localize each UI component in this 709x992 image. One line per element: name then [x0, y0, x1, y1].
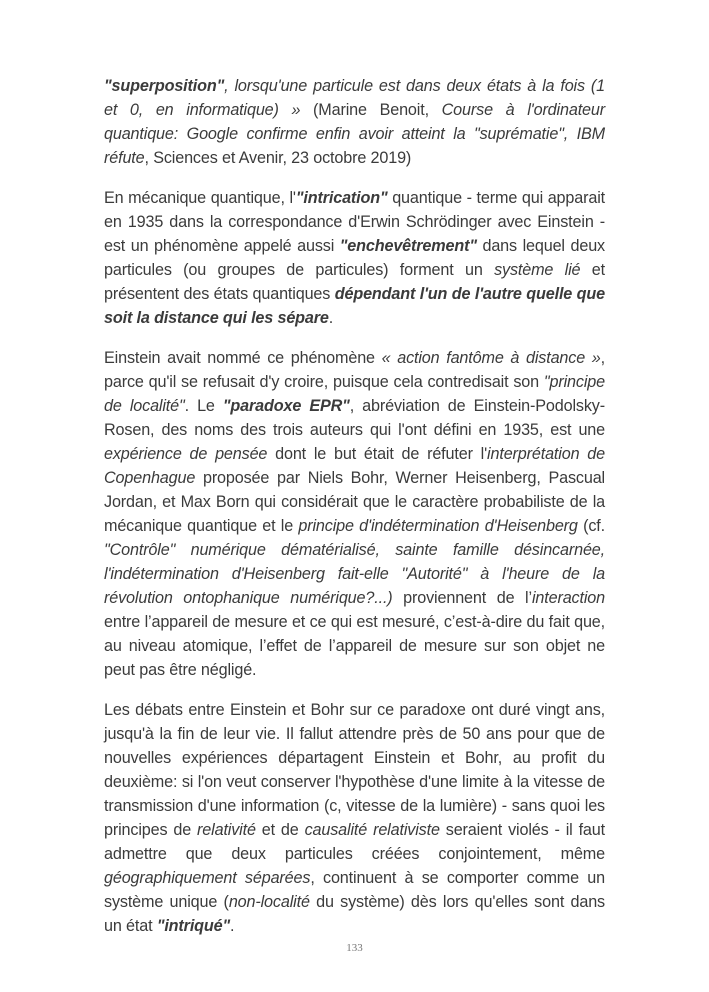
- text-run: proposée par Niels Bohr, Werner Heisenberg, Pascual Jordan, et Max Born qui considérait que le caractère probabiliste de la mécanique quantique et le: [104, 469, 605, 535]
- text-run: expérience de pensée: [104, 445, 268, 463]
- text-run: et de: [255, 821, 305, 839]
- text-run: , lorsqu'une particule est dans deux états à la fois (1 et 0, en informatique) »: [104, 77, 605, 119]
- text-run: , Sciences et Avenir, 23 octobre 2019): [144, 149, 412, 167]
- text-run: .: [328, 309, 334, 327]
- text-run: interprétation de Copenhague: [104, 445, 605, 487]
- text-run: Einstein avait nommé ce phénomène: [104, 349, 382, 367]
- text-run: et présentent des états quantiques: [104, 261, 605, 303]
- paragraph-paradoxe-epr: [104, 346, 605, 682]
- text-run: dépendant l'un de l'autre quelle que soit la distance qui les sépare: [104, 285, 605, 327]
- text-run: Les débats entre Einstein et Bohr sur ce paradoxe ont duré vingt ans, jusqu'à la fin de leur vie. Il fallut attendre près de 50 ans pour que de nouvelles expériences départagent Einstein et Bohr, au profit du deuxième: si l'on veut conserver l'hypothèse d'une limite à la vitesse de transmission d'une information (c, vitesse de la lumière) - sans quoi les principes de: [104, 701, 605, 839]
- paragraph-intrication: [104, 186, 605, 330]
- text-run: « action fantôme à distance »: [381, 349, 601, 367]
- text-run: dans lequel deux particules (ou groupes de particules) forment un: [104, 237, 605, 279]
- text-run: "intriqué": [156, 917, 231, 935]
- paragraph-debats-einstein-bohr: [104, 698, 605, 938]
- text-run: (cf.: [577, 517, 605, 535]
- text-run: système lié: [494, 261, 581, 279]
- text-run: , parce qu'il se refusait d'y croire, puisque cela contredisait son: [104, 349, 606, 391]
- text-run: géographiquement séparées: [104, 869, 311, 887]
- paragraph-superposition-citation: [104, 74, 605, 170]
- text-run: "enchevêtrement": [339, 237, 477, 255]
- text-run: principe d'indétermination d'Heisenberg: [298, 517, 578, 535]
- text-run: "intrication": [295, 189, 388, 207]
- text-run: , continuent à se comporter comme un système unique (: [104, 869, 606, 911]
- text-run: "principe de localité": [104, 373, 605, 415]
- text-run: seraient violés - il faut admettre que deux particules créées conjointement, même: [104, 821, 605, 863]
- page-body: [104, 74, 605, 938]
- text-run: entre l’appareil de mesure et ce qui est mesuré, c’est-à-dire du fait que, au niveau atomique, l’effet de l’appareil de mesure sur son objet ne peut pas être négligé.: [104, 613, 605, 679]
- text-run: proviennent de l’: [392, 589, 532, 607]
- text-run: interaction: [531, 589, 605, 607]
- text-run: .: [230, 917, 235, 935]
- text-run: non-localité: [228, 893, 310, 911]
- text-run: En mécanique quantique, l': [104, 189, 296, 207]
- text-run: Course à l'ordinateur quantique: Google confirme enfin avoir atteint la "suprématie", IBM réfute: [104, 101, 605, 167]
- text-run: quantique - terme qui apparait en 1935 dans la correspondance d'Erwin Schrödinger avec Einstein - est un phénomène appelé aussi: [104, 189, 605, 255]
- page-number: 133: [346, 942, 363, 954]
- text-run: dont le but était de réfuter l': [267, 445, 488, 463]
- text-run: (Marine Benoit,: [313, 101, 442, 119]
- text-run: "paradoxe EPR": [222, 397, 350, 415]
- text-run: "superposition": [104, 77, 225, 95]
- text-run: , abréviation de Einstein-Podolsky-Rosen, des noms des trois auteurs qui l'ont défini en 1935, est une: [104, 397, 605, 439]
- text-run: . Le: [184, 397, 223, 415]
- text-run: causalité relativiste: [304, 821, 440, 839]
- text-run: du système) dès lors qu'elles sont dans un état: [104, 893, 605, 935]
- text-run: relativité: [197, 821, 256, 839]
- text-run: "Contrôle" numérique dématérialisé, sainte famille désincarnée, l'indétermination d'Heisenberg fait-elle "Autorité" à l'heure de la révolution ontophanique numérique?...): [104, 541, 605, 607]
